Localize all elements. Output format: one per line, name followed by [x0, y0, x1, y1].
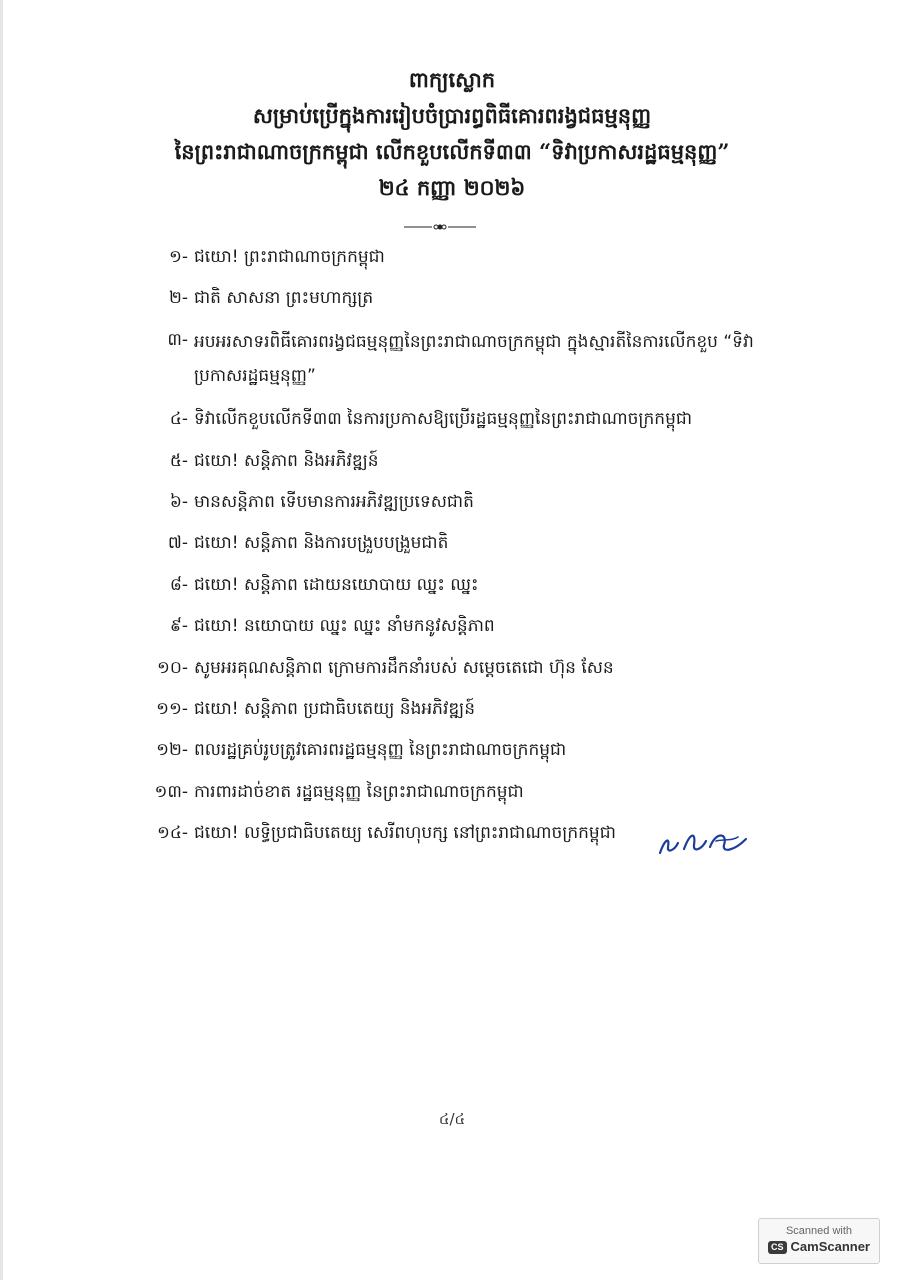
- slogan-item: [150, 325, 790, 393]
- slogan-number: ៧-: [167, 533, 188, 554]
- slogan-text: ជយោ! សន្តិភាព ដោយនយោបាយ ឈ្នះ ឈ្នះ: [194, 574, 479, 595]
- slogan-number: ៦-: [169, 491, 188, 512]
- slogan-item: [150, 528, 790, 558]
- camscanner-watermark: [758, 1218, 880, 1264]
- slogan-item: [150, 446, 790, 476]
- slogan-item: [150, 611, 790, 641]
- slogan-text: ការពារដាច់ខាត រដ្ឋធម្មនុញ្ញ នៃព្រះរាជាណាចក្រកម្ពុជា: [194, 781, 524, 802]
- slogan-number: ១០-: [156, 657, 188, 678]
- slogan-text: ជយោ! សន្តិភាព ប្រជាធិបតេយ្យ និងអភិវឌ្ឍន៍: [194, 698, 476, 719]
- slogan-text: សូមអរគុណសន្តិភាព ក្រោមការដឹកនាំរបស់ សម្តេចតេជោ ហ៊ុន សែន: [194, 657, 614, 678]
- slogan-item: [150, 777, 790, 807]
- slogan-item: [150, 570, 790, 600]
- watermark-brand: [759, 1238, 879, 1256]
- slogan-list: [150, 242, 790, 859]
- slogan-text: មានសន្តិភាព ទើបមានការអភិវឌ្ឍប្រទេសជាតិ: [194, 491, 474, 512]
- slogan-number: ៥-: [169, 450, 188, 471]
- document-date: ២៤ កញ្ញា ២០២៦: [378, 175, 526, 200]
- slogan-item: [150, 404, 790, 434]
- slogan-number: ១-: [168, 247, 188, 267]
- page-number: ៤/៤: [438, 1110, 466, 1128]
- slogan-text: ជយោ! សន្តិភាព និងការបង្រួបបង្រួមជាតិ: [194, 533, 449, 554]
- slogan-number: ១៤-: [156, 823, 188, 844]
- slogan-number: ៤-: [169, 409, 188, 430]
- slogan-number: ១២-: [156, 740, 188, 761]
- slogan-number: ២-: [168, 288, 188, 309]
- slogan-text: អបអរសាទរពិធីគោរពរង្វជធម្មនុញ្ញនៃព្រះរាជាណាចក្រកម្ពុជា ក្នុងស្មារតីនៃការលើកខួប “ទិវាប្រកាសរដ្ឋធម្មនុញ្ញ”: [194, 331, 754, 386]
- slogan-item: [150, 653, 790, 683]
- slogan-item: [150, 694, 790, 724]
- document-title: ពាក្យស្លោក: [408, 67, 496, 92]
- document-header: [0, 62, 904, 206]
- slogan-item: [150, 735, 790, 765]
- slogan-number: ១១-: [156, 698, 188, 719]
- handwritten-initials: [654, 823, 754, 863]
- slogan-text: ទិវាលើកខួបលើកទី៣៣ នៃការប្រកាសឱ្យប្រើរដ្ឋធម្មនុញ្ញនៃព្រះរាជាណាចក្រកម្ពុជា: [194, 409, 693, 430]
- watermark-brand-name: CamScanner: [790, 1239, 870, 1254]
- slogan-item: [150, 283, 790, 313]
- slogan-text: ពលរដ្ឋគ្រប់រូបត្រូវគោរពរដ្ឋធម្មនុញ្ញ នៃព្រះរាជាណាចក្រកម្ពុជា: [194, 740, 567, 761]
- camscanner-logo-icon: CS: [768, 1241, 787, 1254]
- slogan-item: [150, 487, 790, 517]
- slogan-text: ជយោ! លទ្ធិប្រជាធិបតេយ្យ សេរីពហុបក្ស នៅព្រះរាជាណាចក្រកម្ពុជា: [194, 823, 616, 844]
- slogan-text: ជយោ! ព្រះរាជាណាចក្រកម្ពុជា: [194, 247, 385, 267]
- slogan-number: ១៣-: [154, 781, 188, 802]
- slogan-text: ជយោ! សន្តិភាព និងអភិវឌ្ឍន៍: [194, 450, 379, 471]
- divider-ornament: [404, 222, 476, 232]
- document-subtitle-line-1: សម្រាប់ប្រើក្នុងការរៀបចំប្រារព្ធពិធីគោរពរង្វជធម្មនុញ្ញ: [252, 103, 652, 128]
- slogan-number: ៣-: [167, 329, 188, 350]
- watermark-caption: Scanned with: [785, 1225, 853, 1237]
- slogan-text: ជយោ! នយោបាយ ឈ្នះ ឈ្នះ នាំមកនូវសន្តិភាព: [194, 616, 495, 637]
- document-subtitle-line-2: នៃព្រះរាជាណាចក្រកម្ពុជា លើកខួបលើកទី៣៣ “ទិវាប្រកាសរដ្ឋធម្មនុញ្ញ”: [174, 139, 730, 164]
- slogan-text: ជាតិ សាសនា ព្រះមហាក្សត្រ: [194, 288, 374, 309]
- slogan-item: [150, 242, 790, 272]
- slogan-number: ៨-: [169, 574, 188, 595]
- slogan-number: ៩-: [169, 616, 188, 637]
